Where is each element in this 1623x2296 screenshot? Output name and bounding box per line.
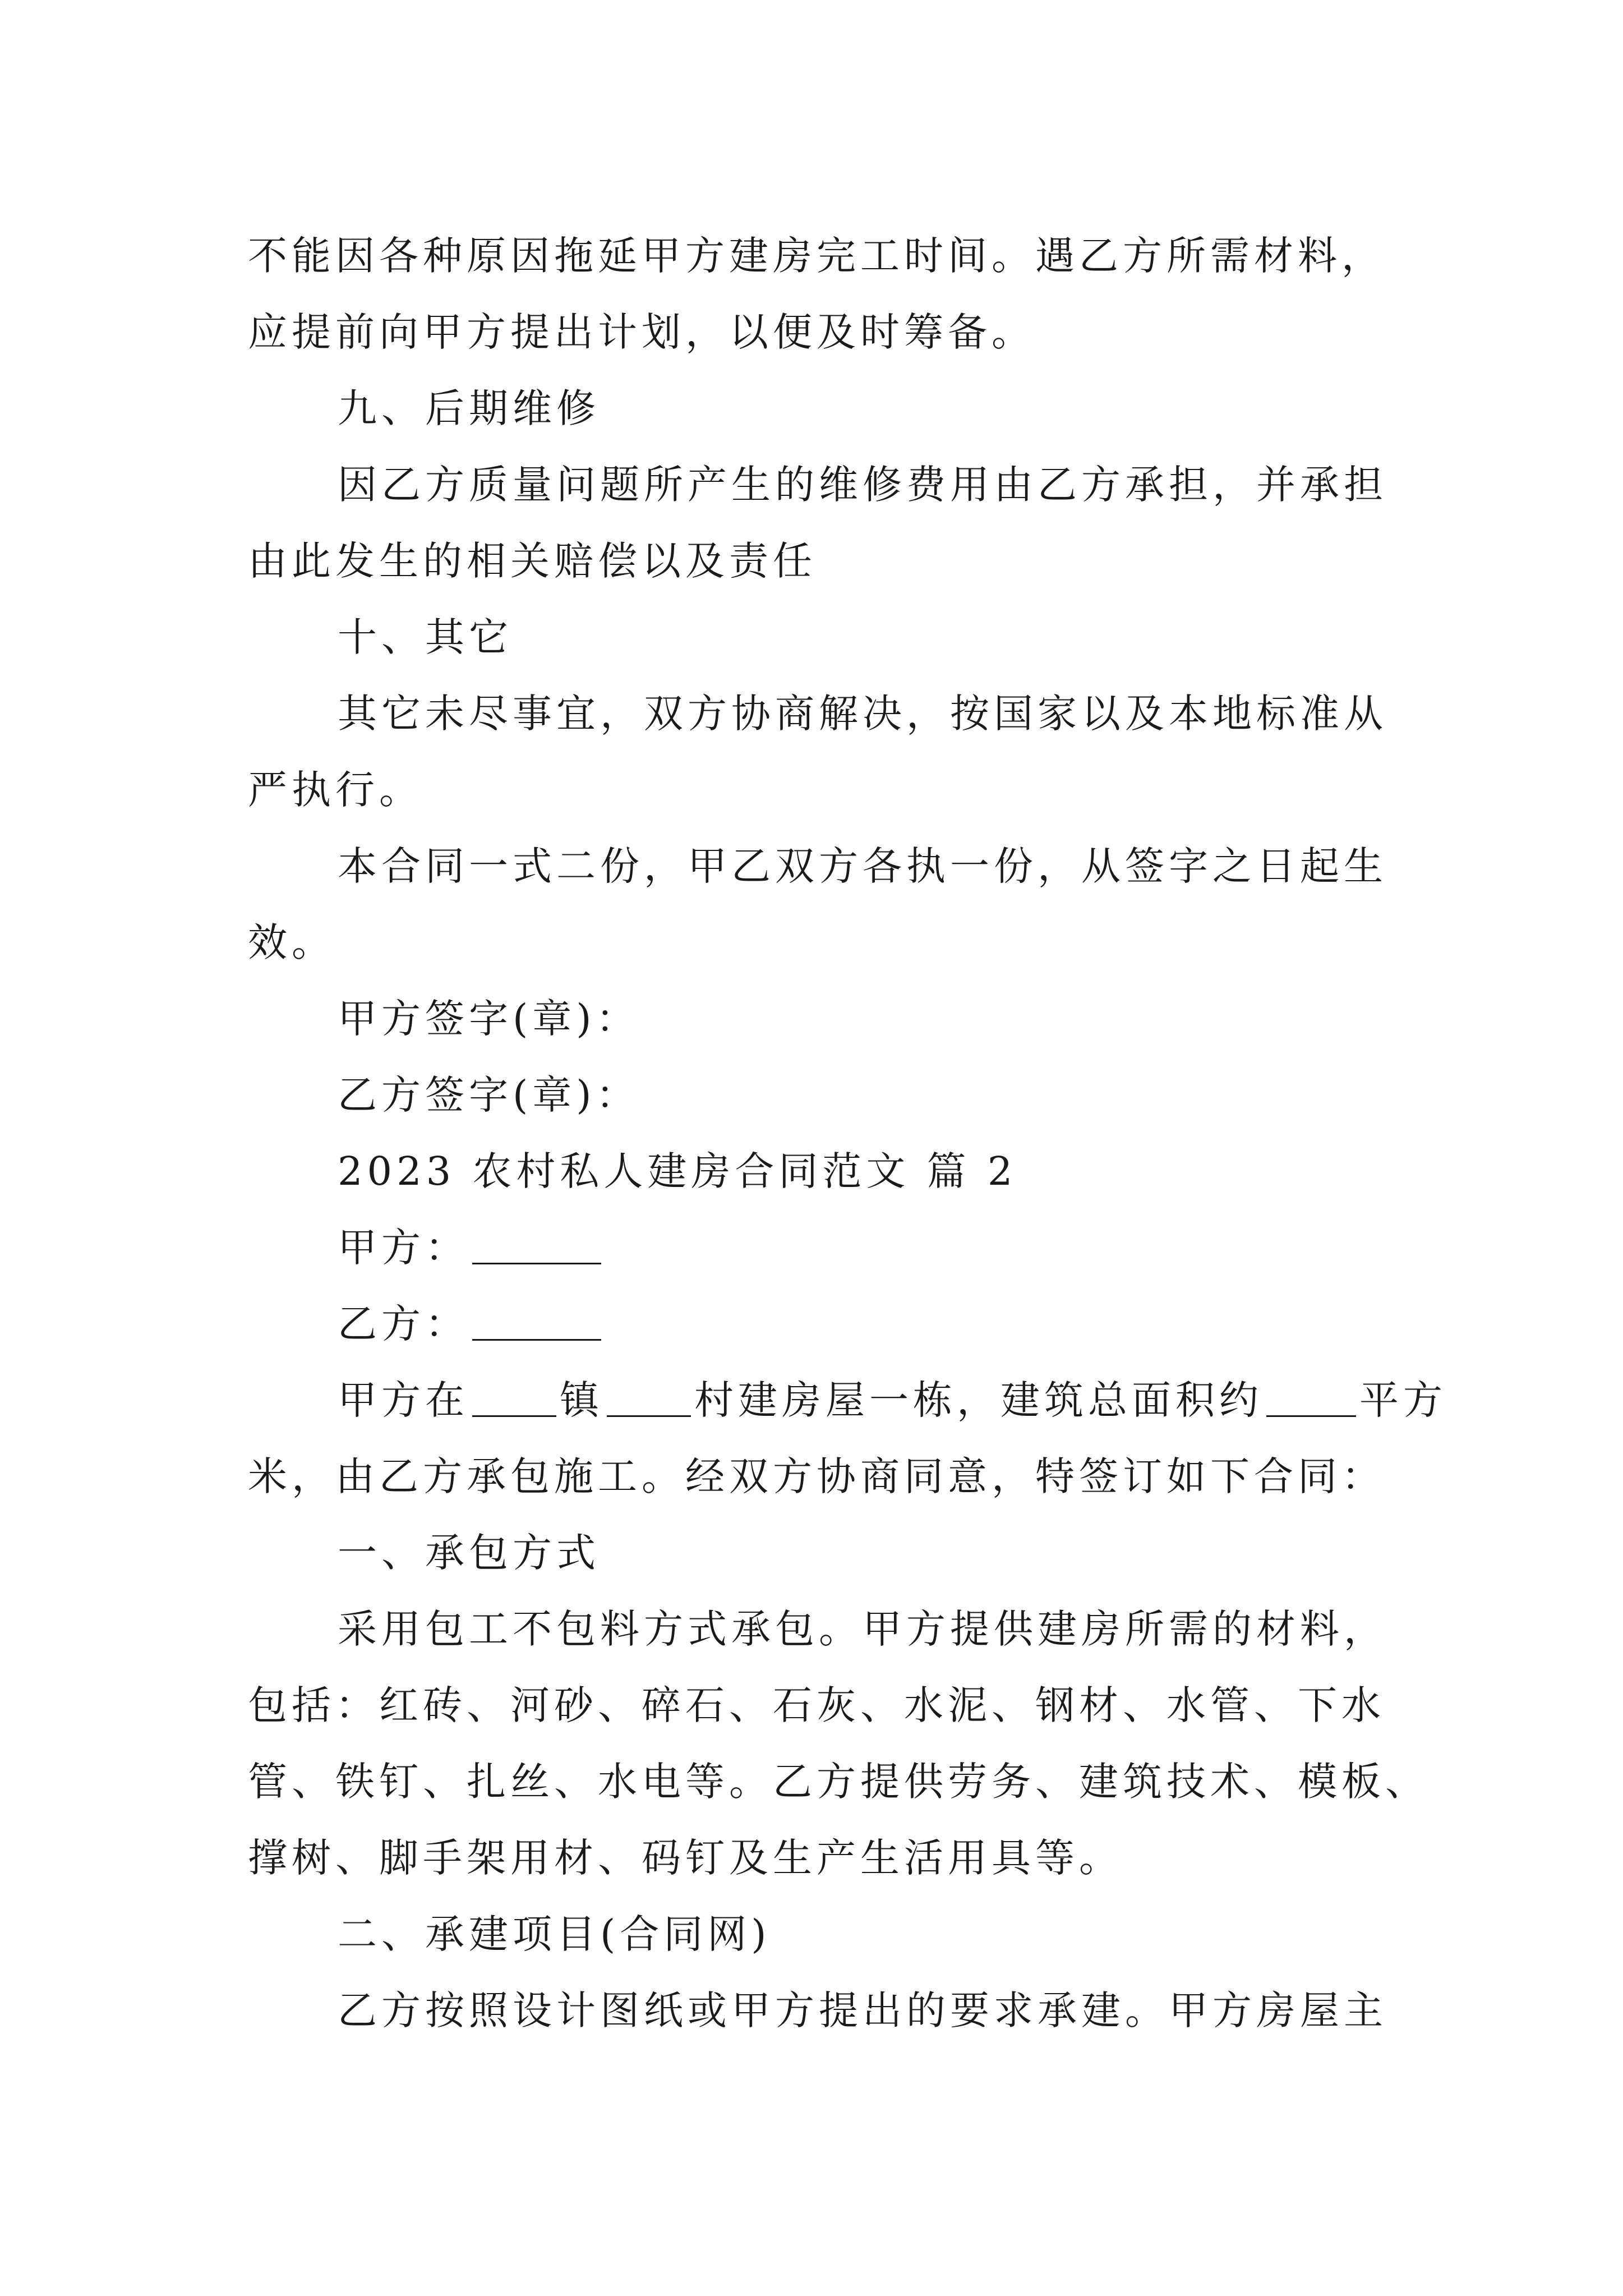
village-blank (607, 1376, 691, 1417)
paragraph-line: 包括：红砖、河砂、碎石、石灰、水泥、钢材、水管、下水 (248, 1682, 1385, 1728)
party-a-label: 甲方： (338, 1225, 469, 1271)
party-b-line (248, 1286, 1392, 1362)
paragraph-line: 应提前向甲方提出计划，以便及时筹备。 (248, 309, 1035, 355)
site-description-line (248, 1362, 1447, 1438)
town-blank (472, 1376, 556, 1417)
section-heading-maintenance: 九、后期维修 (338, 385, 600, 431)
paragraph-line: 效。 (248, 919, 335, 965)
section-heading-contract-method: 一、承包方式 (338, 1530, 600, 1576)
site-text: 平方 (1359, 1377, 1447, 1423)
paragraph-line: 乙方按照设计图纸或甲方提出的要求承建。甲方房屋主 (338, 1987, 1387, 2033)
party-b-signature: 乙方签字(章)： (338, 1072, 640, 1118)
site-text: 甲方在 (338, 1377, 469, 1423)
party-a-blank (472, 1223, 601, 1264)
party-b-blank (472, 1300, 601, 1341)
paragraph-line: 其它未尽事宜，双方协商解决，按国家以及本地标准从 (338, 691, 1387, 737)
paragraph-line: 因乙方质量问题所产生的维修费用由乙方承担，并承担 (338, 462, 1387, 508)
contract-title: 2023 农村私人建房合同范文 篇 2 (338, 1148, 1017, 1194)
site-text: 镇 (560, 1377, 603, 1423)
paragraph-line: 撑树、脚手架用材、码钉及生产生活用具等。 (248, 1835, 1123, 1881)
paragraph-line: 不能因各种原因拖延甲方建房完工时间。遇乙方所需材料， (248, 233, 1385, 279)
paragraph-line: 严执行。 (248, 767, 423, 813)
paragraph-line: 管、铁钉、扎丝、水电等。乙方提供劳务、建筑技术、模板、 (248, 1759, 1429, 1805)
area-blank (1266, 1376, 1356, 1417)
site-text: 村建房屋一栋，建筑总面积约 (694, 1377, 1263, 1423)
paragraph-line: 本合同一式二份，甲乙双方各执一份，从签字之日起生 (338, 843, 1387, 889)
party-a-line (248, 1209, 1392, 1286)
paragraph-line: 由此发生的相关赔偿以及责任 (248, 538, 817, 584)
party-a-signature: 甲方签字(章)： (338, 996, 640, 1042)
section-heading-other: 十、其它 (338, 614, 513, 660)
section-heading-project: 二、承建项目(合同网) (338, 1911, 771, 1957)
paragraph-line: 米，由乙方承包施工。经双方协商同意，特签订如下合同： (248, 1453, 1385, 1499)
document-body (248, 218, 1447, 2049)
party-b-label: 乙方： (338, 1301, 469, 1347)
paragraph-line: 采用包工不包料方式承包。甲方提供建房所需的材料， (338, 1606, 1387, 1652)
